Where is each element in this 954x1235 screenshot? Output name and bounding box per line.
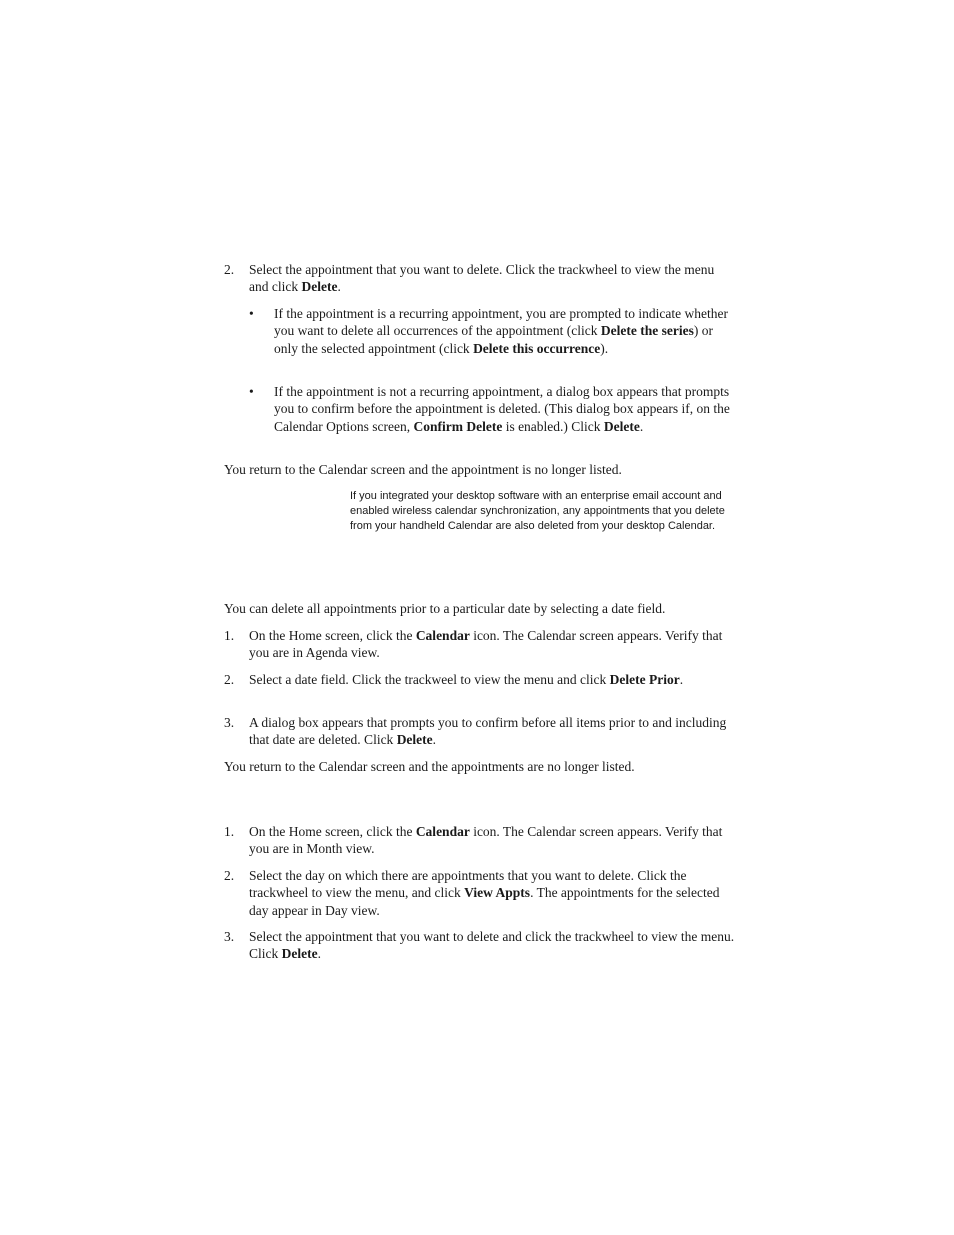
step-text: Select the appointment that you want to delete. Click the trackwheel to view the menu and click Delete. [249,262,715,295]
step-text: A dialog box appears that prompts you to confirm before all items prior to and including that date are deleted. Click Delete. [249,715,727,748]
note-text: If you integrated your desktop software with an enterprise email account and enabled wireless calendar synchronization, any appointments that you delete from your handheld Calendar are also deleted from your desktop Calendar. [350,490,725,532]
bullet-marker: • [249,306,254,321]
bullet-marker: • [249,384,254,399]
step-text: Select the day on which there are appointments that you want to delete. Click the trackwheel to view the menu, and click View Appts. The appointments for the selected day appear in Day view. [249,868,720,918]
step-number: 3. [224,929,235,944]
result-text: You return to the Calendar screen and the appointment is no longer listed. [224,462,622,477]
step-text: On the Home screen, click the Calendar icon. The Calendar screen appears. Verify that you are in Month view. [249,824,723,857]
step-number: 2. [224,262,235,277]
step-number: 2. [224,672,235,687]
bullet-text: If the appointment is not a recurring appointment, a dialog box appears that prompts you to confirm before the appointment is deleted. (This dialog box appears if, on the Calendar Options screen, Confirm Delete is enabled.) Click Delete. [274,384,730,434]
bullet-text: If the appointment is a recurring appointment, you are prompted to indicate whether you want to delete all occurrences of the appointment (click Delete the series) or only the selected appointment (click Delete this occurrence). [274,306,728,356]
step-text: Select the appointment that you want to delete and click the trackwheel to view the menu. Click Delete. [249,929,735,962]
step-text: Select a date field. Click the trackweel to view the menu and click Delete Prior. [249,672,684,687]
intro-text: You can delete all appointments prior to a particular date by selecting a date field. [224,601,666,616]
step-number: 2. [224,868,235,883]
step-number: 3. [224,715,235,730]
result-text: You return to the Calendar screen and the appointments are no longer listed. [224,759,635,774]
step-number: 1. [224,824,235,839]
step-text: On the Home screen, click the Calendar icon. The Calendar screen appears. Verify that you are in Agenda view. [249,628,723,661]
step-number: 1. [224,628,235,643]
